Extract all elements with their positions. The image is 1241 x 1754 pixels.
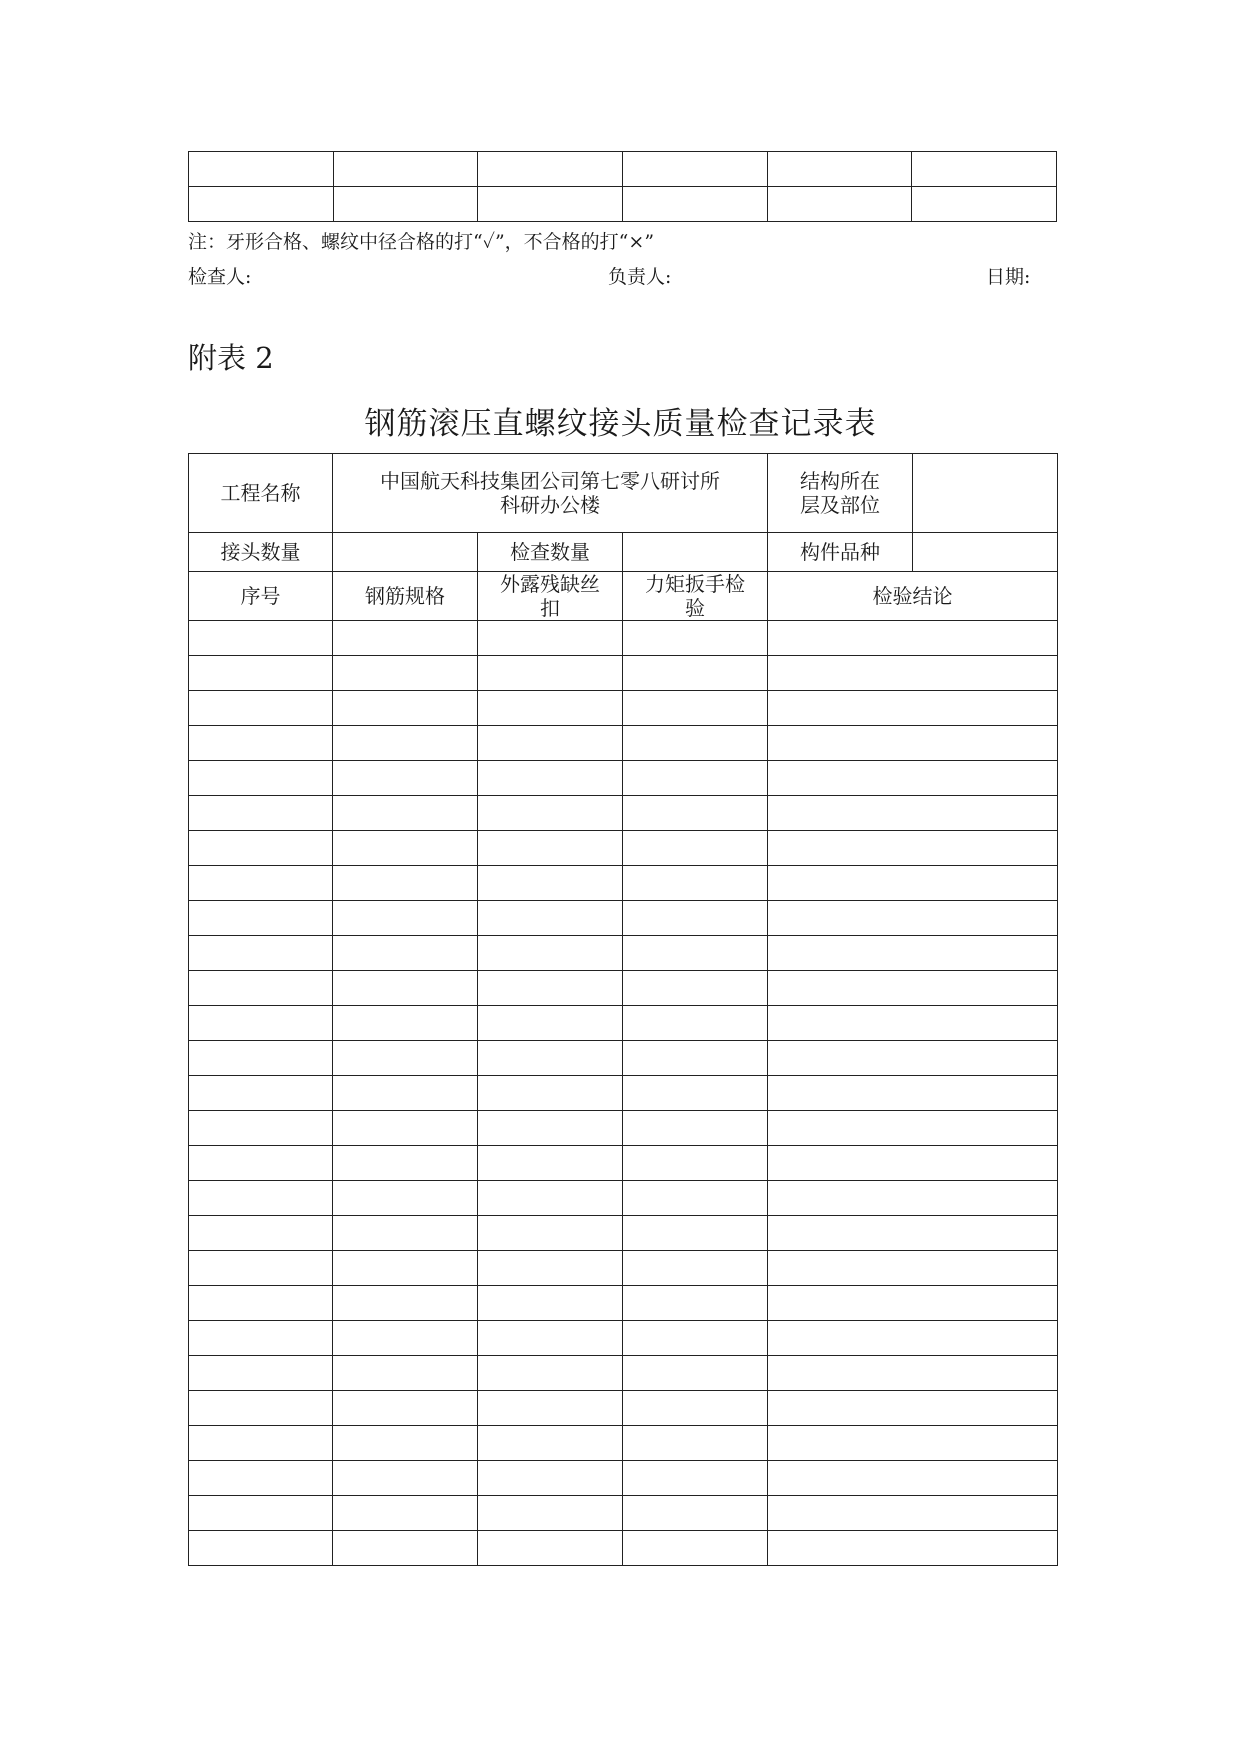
conclusion-cell[interactable] (768, 1216, 1058, 1251)
seq-cell[interactable] (189, 1426, 333, 1461)
project-label: 工程名称 (189, 454, 333, 533)
count-row (189, 533, 1058, 572)
torque-cell[interactable] (623, 796, 768, 831)
top-table-cell[interactable] (189, 152, 334, 187)
project-value-line1: 中国航天科技集团公司第七零八研讨所 (380, 469, 721, 493)
joint-count-label: 接头数量 (189, 533, 333, 572)
data-row (189, 1426, 1058, 1461)
thread-cell[interactable] (478, 936, 623, 971)
data-row (189, 1356, 1058, 1391)
seq-header: 序号 (189, 572, 333, 621)
torque-cell[interactable] (623, 761, 768, 796)
top-table-cell[interactable] (767, 152, 912, 187)
thread-cell[interactable] (478, 726, 623, 761)
torque-cell[interactable] (623, 1286, 768, 1321)
conclusion-cell[interactable] (768, 1286, 1058, 1321)
top-table-row (189, 187, 1057, 222)
data-row (189, 1216, 1058, 1251)
thread-cell[interactable] (478, 1426, 623, 1461)
spec-header: 钢筋规格 (333, 572, 478, 621)
spec-cell[interactable] (333, 971, 478, 1006)
conclusion-cell[interactable] (768, 761, 1058, 796)
torque-cell[interactable] (623, 1496, 768, 1531)
seq-cell[interactable] (189, 1496, 333, 1531)
seq-cell[interactable] (189, 1181, 333, 1216)
spec-cell[interactable] (333, 1076, 478, 1111)
spec-cell[interactable] (333, 1356, 478, 1391)
column-header-row (189, 572, 1058, 621)
top-table-cell[interactable] (333, 152, 478, 187)
torque-cell[interactable] (623, 1356, 768, 1391)
location-value-cell[interactable] (913, 454, 1058, 533)
conclusion-cell[interactable] (768, 866, 1058, 901)
top-table-cell[interactable] (767, 187, 912, 222)
spec-cell[interactable] (333, 1426, 478, 1461)
spec-cell[interactable] (333, 866, 478, 901)
location-label-line2: 层及部位 (800, 493, 881, 517)
data-row (189, 1496, 1058, 1531)
thread-cell[interactable] (478, 866, 623, 901)
seq-cell[interactable] (189, 656, 333, 691)
conclusion-header: 检验结论 (768, 572, 1058, 621)
torque-cell[interactable] (623, 656, 768, 691)
spec-cell[interactable] (333, 1496, 478, 1531)
spec-cell[interactable] (333, 1391, 478, 1426)
spec-cell[interactable] (333, 1321, 478, 1356)
data-row (189, 796, 1058, 831)
data-row (189, 1531, 1058, 1566)
data-row (189, 901, 1058, 936)
torque-cell[interactable] (623, 1426, 768, 1461)
spec-cell[interactable] (333, 1146, 478, 1181)
seq-cell[interactable] (189, 831, 333, 866)
conclusion-cell[interactable] (768, 1251, 1058, 1286)
inspector-label: 检查人: (188, 266, 252, 288)
torque-cell[interactable] (623, 621, 768, 656)
conclusion-cell[interactable] (768, 831, 1058, 866)
spec-cell[interactable] (333, 656, 478, 691)
seq-cell[interactable] (189, 1216, 333, 1251)
spec-cell[interactable] (333, 1006, 478, 1041)
data-row (189, 1321, 1058, 1356)
data-row (189, 1461, 1058, 1496)
seq-cell[interactable] (189, 936, 333, 971)
seq-cell[interactable] (189, 1531, 333, 1566)
component-label: 构件品种 (768, 533, 913, 572)
torque-cell[interactable] (623, 1321, 768, 1356)
spec-cell[interactable] (333, 1461, 478, 1496)
thread-cell[interactable] (478, 1321, 623, 1356)
conclusion-cell[interactable] (768, 1321, 1058, 1356)
spec-cell[interactable] (333, 1181, 478, 1216)
data-row (189, 866, 1058, 901)
thread-cell[interactable] (478, 796, 623, 831)
data-row (189, 1146, 1058, 1181)
seq-cell[interactable] (189, 796, 333, 831)
conclusion-cell[interactable] (768, 1531, 1058, 1566)
thread-cell[interactable] (478, 1531, 623, 1566)
torque-cell[interactable] (623, 1216, 768, 1251)
torque-cell[interactable] (623, 1531, 768, 1566)
project-value-line2: 科研办公楼 (500, 493, 601, 517)
conclusion-cell[interactable] (768, 1391, 1058, 1426)
conclusion-cell[interactable] (768, 1006, 1058, 1041)
conclusion-cell[interactable] (768, 1426, 1058, 1461)
spec-cell[interactable] (333, 1041, 478, 1076)
conclusion-cell[interactable] (768, 971, 1058, 1006)
check-count-label: 检查数量 (478, 533, 623, 572)
spec-cell[interactable] (333, 831, 478, 866)
torque-header-line1: 力矩扳手检 (645, 572, 746, 596)
date-label: 日期: (986, 266, 1031, 288)
thread-cell[interactable] (478, 1181, 623, 1216)
inspection-record-table (188, 453, 1058, 1566)
thread-cell[interactable] (478, 1286, 623, 1321)
thread-cell[interactable] (478, 1251, 623, 1286)
conclusion-cell[interactable] (768, 1496, 1058, 1531)
spec-cell[interactable] (333, 621, 478, 656)
spec-cell[interactable] (333, 726, 478, 761)
top-table-cell[interactable] (333, 187, 478, 222)
appendix-label: 附表 2 (188, 341, 274, 375)
seq-cell[interactable] (189, 1356, 333, 1391)
data-row (189, 1111, 1058, 1146)
thread-cell[interactable] (478, 1356, 623, 1391)
thread-cell[interactable] (478, 621, 623, 656)
data-row (189, 936, 1058, 971)
seq-cell[interactable] (189, 1461, 333, 1496)
top-table-cell[interactable] (189, 187, 334, 222)
top-table (188, 151, 1057, 222)
torque-cell[interactable] (623, 1076, 768, 1111)
thread-header (478, 572, 623, 621)
torque-cell[interactable] (623, 1006, 768, 1041)
seq-cell[interactable] (189, 1076, 333, 1111)
spec-cell[interactable] (333, 1286, 478, 1321)
data-row (189, 621, 1058, 656)
torque-header-line2: 验 (685, 596, 706, 620)
data-row (189, 656, 1058, 691)
thread-cell[interactable] (478, 1111, 623, 1146)
torque-cell[interactable] (623, 1181, 768, 1216)
form-title: 钢筋滚压直螺纹接头质量检查记录表 (364, 406, 877, 442)
conclusion-cell[interactable] (768, 621, 1058, 656)
torque-cell[interactable] (623, 901, 768, 936)
seq-cell[interactable] (189, 1006, 333, 1041)
location-label-line1: 结构所在 (800, 469, 881, 493)
data-row (189, 1391, 1058, 1426)
conclusion-cell[interactable] (768, 1461, 1058, 1496)
conclusion-cell[interactable] (768, 796, 1058, 831)
conclusion-cell[interactable] (768, 936, 1058, 971)
responsible-label: 负责人: (608, 266, 672, 288)
torque-cell[interactable] (623, 1251, 768, 1286)
torque-cell[interactable] (623, 1111, 768, 1146)
seq-cell[interactable] (189, 1286, 333, 1321)
top-table-cell[interactable] (478, 187, 623, 222)
spec-cell[interactable] (333, 761, 478, 796)
torque-cell[interactable] (623, 971, 768, 1006)
torque-header (623, 572, 768, 621)
conclusion-cell[interactable] (768, 1076, 1058, 1111)
seq-cell[interactable] (189, 1111, 333, 1146)
thread-cell[interactable] (478, 1461, 623, 1496)
conclusion-cell[interactable] (768, 1041, 1058, 1076)
thread-cell[interactable] (478, 1006, 623, 1041)
seq-cell[interactable] (189, 691, 333, 726)
thread-cell[interactable] (478, 1041, 623, 1076)
top-table-cell[interactable] (622, 187, 767, 222)
spec-cell[interactable] (333, 1251, 478, 1286)
seq-cell[interactable] (189, 726, 333, 761)
top-table-cell[interactable] (622, 152, 767, 187)
thread-cell[interactable] (478, 971, 623, 1006)
data-row (189, 1041, 1058, 1076)
thread-cell[interactable] (478, 1496, 623, 1531)
thread-cell[interactable] (478, 1076, 623, 1111)
note-text: 注：牙形合格、螺纹中径合格的打“✓”，不合格的打“×” (188, 231, 655, 253)
conclusion-cell[interactable] (768, 1356, 1058, 1391)
check-count-cell[interactable] (623, 533, 768, 572)
thread-cell[interactable] (478, 901, 623, 936)
top-table-row (189, 152, 1057, 187)
thread-cell[interactable] (478, 691, 623, 726)
project-row (189, 454, 1058, 533)
conclusion-cell[interactable] (768, 1181, 1058, 1216)
top-table-cell[interactable] (912, 152, 1057, 187)
thread-header-line1: 外露残缺丝 (500, 572, 600, 596)
thread-cell[interactable] (478, 1146, 623, 1181)
spec-cell[interactable] (333, 901, 478, 936)
conclusion-cell[interactable] (768, 901, 1058, 936)
spec-cell[interactable] (333, 1111, 478, 1146)
thread-cell[interactable] (478, 1391, 623, 1426)
torque-cell[interactable] (623, 831, 768, 866)
spec-cell[interactable] (333, 1531, 478, 1566)
seq-cell[interactable] (189, 901, 333, 936)
torque-cell[interactable] (623, 1391, 768, 1426)
seq-cell[interactable] (189, 1041, 333, 1076)
seq-cell[interactable] (189, 971, 333, 1006)
torque-cell[interactable] (623, 1461, 768, 1496)
data-row (189, 831, 1058, 866)
thread-header-line2: 扣 (540, 596, 560, 620)
project-value (333, 454, 768, 533)
seq-cell[interactable] (189, 621, 333, 656)
conclusion-cell[interactable] (768, 691, 1058, 726)
top-table-cell[interactable] (912, 187, 1057, 222)
seq-cell[interactable] (189, 1321, 333, 1356)
conclusion-cell[interactable] (768, 726, 1058, 761)
data-row (189, 691, 1058, 726)
data-row (189, 1286, 1058, 1321)
component-cell[interactable] (913, 533, 1058, 572)
seq-cell[interactable] (189, 1391, 333, 1426)
torque-cell[interactable] (623, 1041, 768, 1076)
torque-cell[interactable] (623, 866, 768, 901)
seq-cell[interactable] (189, 761, 333, 796)
seq-cell[interactable] (189, 866, 333, 901)
spec-cell[interactable] (333, 1216, 478, 1251)
spec-cell[interactable] (333, 936, 478, 971)
data-row (189, 1006, 1058, 1041)
conclusion-cell[interactable] (768, 1146, 1058, 1181)
joint-count-cell[interactable] (333, 533, 478, 572)
thread-cell[interactable] (478, 761, 623, 796)
data-row (189, 971, 1058, 1006)
location-label (768, 454, 913, 533)
spec-cell[interactable] (333, 691, 478, 726)
thread-cell[interactable] (478, 1216, 623, 1251)
seq-cell[interactable] (189, 1146, 333, 1181)
torque-cell[interactable] (623, 726, 768, 761)
data-row (189, 726, 1058, 761)
torque-cell[interactable] (623, 691, 768, 726)
seq-cell[interactable] (189, 1251, 333, 1286)
data-row (189, 761, 1058, 796)
data-row (189, 1251, 1058, 1286)
conclusion-cell[interactable] (768, 1111, 1058, 1146)
spec-cell[interactable] (333, 796, 478, 831)
torque-cell[interactable] (623, 936, 768, 971)
torque-cell[interactable] (623, 1146, 768, 1181)
top-table-cell[interactable] (478, 152, 623, 187)
data-row (189, 1181, 1058, 1216)
conclusion-cell[interactable] (768, 656, 1058, 691)
thread-cell[interactable] (478, 831, 623, 866)
data-row (189, 1076, 1058, 1111)
thread-cell[interactable] (478, 656, 623, 691)
